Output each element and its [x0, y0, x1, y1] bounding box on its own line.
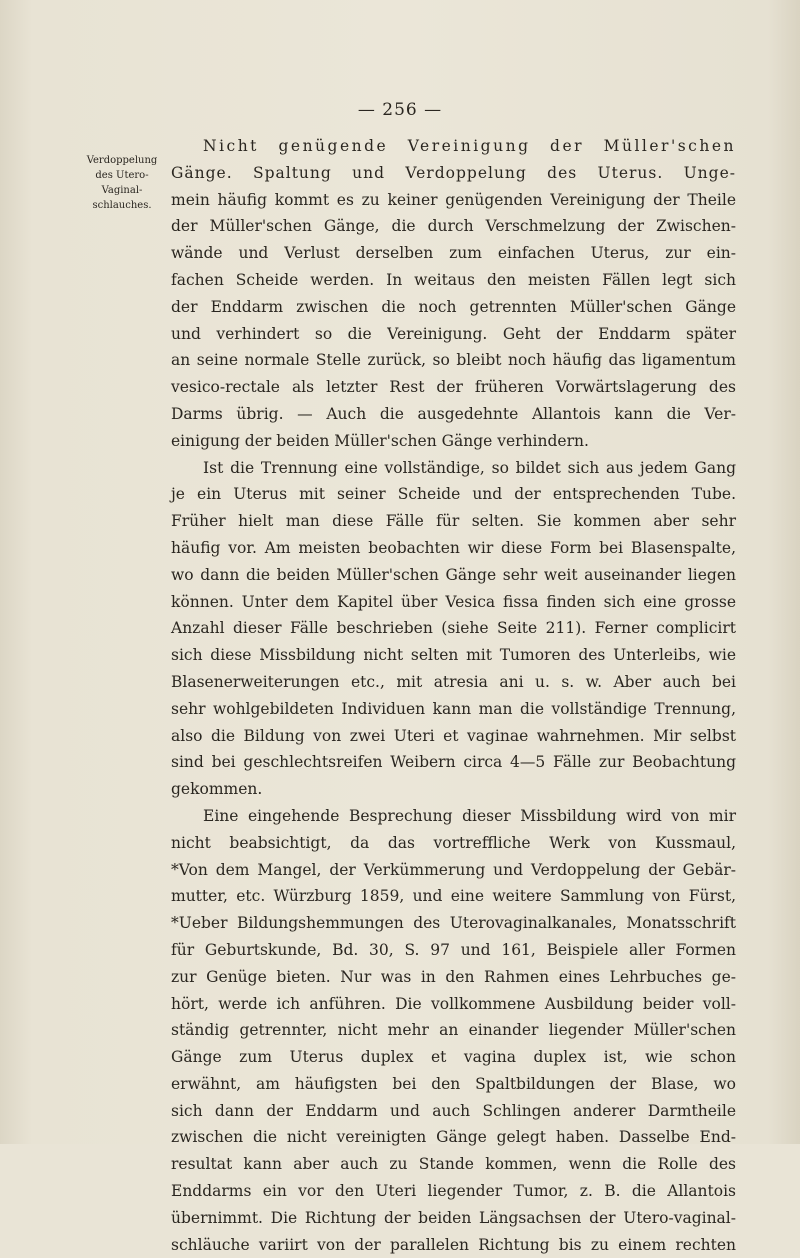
margin-note [86, 153, 158, 213]
text-line: und verhindert so die Vereinigung. Geht der Enddarm später [171, 324, 736, 343]
text-line: können. Unter dem Kapitel über Vesica fissa finden sich eine grosse [171, 592, 736, 611]
text-line: sehr wohlgebildeten Individuen kann man die vollständige Trennung, [171, 699, 736, 718]
margin-note-line: des Utero- [95, 170, 149, 181]
text-line: zur Genüge bieten. Nur was in den Rahmen eines Lehrbuches ge- [171, 967, 736, 986]
text-line: sich diese Missbildung nicht selten mit Tumoren des Unterleibs, wie [171, 646, 736, 665]
text-line: je ein Uterus mit seiner Scheide und der entsprechenden Tube. [171, 485, 736, 504]
text-line: wo dann die beiden Müller'schen Gänge sehr weit auseinander liegen [171, 565, 736, 584]
text-line: mein häufig kommt es zu keiner genügenden Vereinigung der Theile [171, 190, 736, 209]
text-line: Früher hielt man diese Fälle für selten. Sie kommen aber sehr [171, 512, 736, 531]
text-line: *Ueber Bildungshemmungen des Uterovaginalkanales, Monatsschrift [171, 914, 736, 933]
text-line: Blasenerweiterungen etc., mit atresia ani u. s. w. Aber auch bei [171, 672, 736, 691]
text-line: gekommen. [171, 780, 263, 799]
text-line: Darms übrig. — Auch die ausgedehnte Allantois kann die Ver- [171, 404, 736, 423]
text-line: sind bei geschlechtsreifen Weibern circa 4—5 Fälle zur Beobachtung [171, 753, 736, 772]
body-text [171, 133, 736, 1258]
page-number: — 256 — [357, 100, 443, 120]
margin-note-line: Vaginal- [101, 185, 143, 196]
text-line: erwähnt, am häufigsten bei den Spaltbildungen der Blase, wo [171, 1074, 736, 1093]
text-line: für Geburtskunde, Bd. 30, S. 97 und 161, Beispiele aller Formen [171, 940, 736, 959]
text-line: der Müller'schen Gänge, die durch Verschmelzung der Zwischen- [171, 217, 736, 236]
text-line: Nicht genügende Vereinigung der Müller'schen [203, 137, 736, 155]
text-line: Enddarms ein vor den Uteri liegender Tumor, z. B. die Allantois [171, 1182, 736, 1201]
text-line: häufig vor. Am meisten beobachten wir diese Form bei Blasenspalte, [171, 538, 736, 557]
text-line: einigung der beiden Müller'schen Gänge verhindern. [171, 431, 589, 450]
text-line: zwischen die nicht vereinigten Gänge gelegt haben. Dasselbe End- [171, 1128, 736, 1147]
text-line: Eine eingehende Besprechung dieser Missbildung wird von mir [203, 806, 736, 825]
text-line: übernimmt. Die Richtung der beiden Längsachsen der Utero-vaginal- [171, 1208, 736, 1227]
text-line: ständig getrennter, nicht mehr an einander liegender Müller'schen [171, 1021, 736, 1040]
text-line: Gänge. Spaltung und Verdoppelung des Uterus. Unge- [171, 163, 736, 182]
text-line: an seine normale Stelle zurück, so bleibt noch häufig das ligamentum [171, 351, 736, 370]
text-line: mutter, etc. Würzburg 1859, und eine weitere Sammlung von Fürst, [171, 887, 736, 906]
text-line: fachen Scheide werden. In weitaus den meisten Fällen legt sich [171, 270, 736, 289]
text-line: sich dann der Enddarm und auch Schlingen anderer Darmtheile [171, 1101, 736, 1120]
text-line: also die Bildung von zwei Uteri et vaginae wahrnehmen. Mir selbst [171, 726, 736, 745]
margin-note-line: schlauches. [92, 200, 152, 211]
text-line: resultat kann aber auch zu Stande kommen, wenn die Rolle des [171, 1155, 736, 1174]
text-line: Ist die Trennung eine vollständige, so bildet sich aus jedem Gang [203, 458, 736, 477]
text-line: hört, werde ich anführen. Die vollkommene Ausbildung beider voll- [171, 994, 736, 1013]
text-line: schläuche variirt von der parallelen Richtung bis zu einem rechten [171, 1235, 736, 1254]
text-line: vesico-rectale als letzter Rest der früheren Vorwärtslagerung des [171, 378, 736, 397]
text-line: nicht beabsichtigt, da das vortreffliche Werk von Kussmaul, [171, 833, 736, 852]
text-line: der Enddarm zwischen die noch getrennten Müller'schen Gänge [171, 297, 736, 316]
text-line: wände und Verlust derselben zum einfachen Uterus, zur ein- [171, 244, 736, 263]
text-line: *Von dem Mangel, der Verkümmerung und Verdoppelung der Gebär- [171, 860, 736, 879]
margin-note-line: Verdoppelung [86, 155, 158, 166]
text-line: Gänge zum Uterus duplex et vagina duplex ist, wie schon [171, 1048, 736, 1067]
text-line: Anzahl dieser Fälle beschrieben (siehe Seite 211). Ferner complicirt [171, 619, 736, 638]
